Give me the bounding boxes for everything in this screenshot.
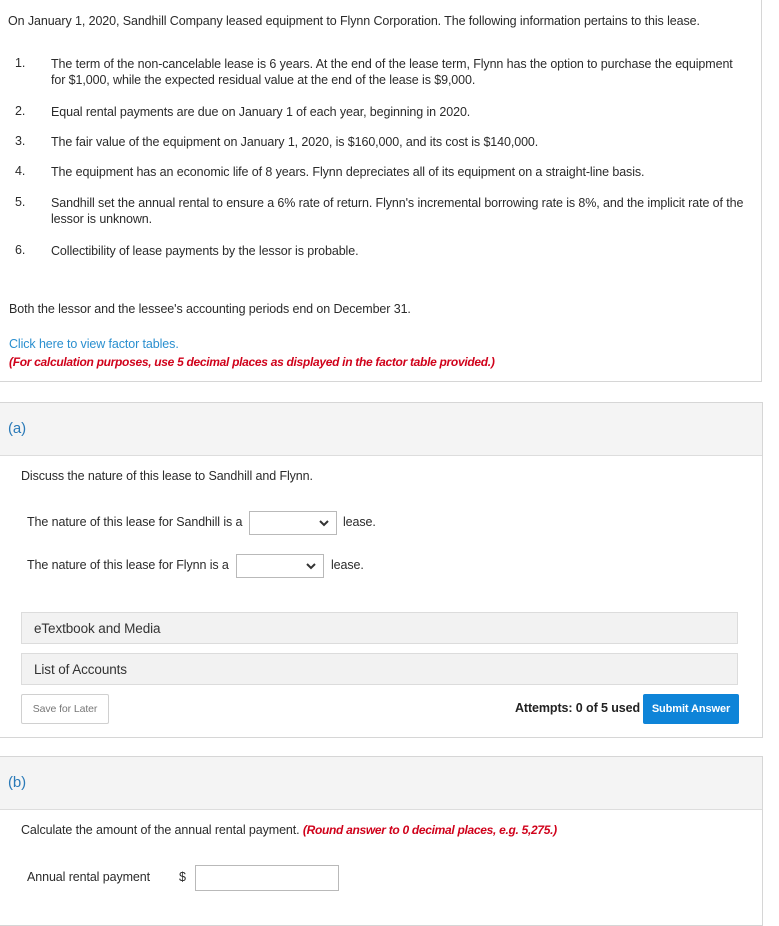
part-a-header xyxy=(0,403,762,456)
part-a-question: Discuss the nature of this lease to Sandhill and Flynn. xyxy=(21,469,313,483)
currency-symbol: $ xyxy=(179,870,186,884)
part-label: (a) xyxy=(8,420,27,437)
item-text: Collectibility of lease payments by the lessor is probable. xyxy=(51,244,359,258)
submit-answer-button[interactable]: Submit Answer xyxy=(643,694,739,724)
part-b-question-line xyxy=(21,823,557,837)
rounding-note: (Round answer to 0 decimal places, e.g. 5,275.) xyxy=(302,823,557,837)
sandhill-suffix: lease. xyxy=(343,515,376,529)
item-number: 5. xyxy=(15,195,26,209)
annual-rental-input[interactable] xyxy=(195,865,339,891)
chevron-down-icon xyxy=(318,517,330,529)
list-of-accounts-panel[interactable] xyxy=(21,653,738,685)
attempts-counter: Attempts: 0 of 5 used xyxy=(515,701,640,715)
save-for-later-button[interactable]: Save for Later xyxy=(21,694,109,724)
part-b-header xyxy=(0,757,762,810)
problem-intro: On January 1, 2020, Sandhill Company leased equipment to Flynn Corporation. The following information pertains to this lease. xyxy=(8,14,700,28)
item-text: Equal rental payments are due on January 1 of each year, beginning in 2020. xyxy=(51,105,471,119)
chevron-down-icon xyxy=(305,560,317,572)
sandhill-prefix: The nature of this lease for Sandhill is a xyxy=(27,515,243,529)
item-number: 3. xyxy=(15,134,26,148)
flynn-prefix: The nature of this lease for Flynn is a xyxy=(27,558,229,572)
annual-rental-label: Annual rental payment xyxy=(27,870,150,884)
item-number: 4. xyxy=(15,164,26,178)
item-number: 2. xyxy=(15,104,26,118)
factor-tables-link[interactable]: Click here to view factor tables. xyxy=(9,337,179,351)
etextbook-panel[interactable] xyxy=(21,612,738,644)
sandhill-lease-select[interactable] xyxy=(249,511,337,535)
item-text: The fair value of the equipment on January 1, 2020, is $160,000, and its cost is $140,000. xyxy=(51,135,539,149)
flynn-lease-select[interactable] xyxy=(236,554,324,578)
part-label: (b) xyxy=(8,774,27,791)
item-text: The equipment has an economic life of 8 years. Flynn depreciates all of its equipment on a straight-line basis. xyxy=(51,165,645,179)
flynn-suffix: lease. xyxy=(331,558,364,572)
list-of-accounts-label: List of Accounts xyxy=(34,662,127,677)
problem-statement xyxy=(0,0,762,382)
calculation-note: (For calculation purposes, use 5 decimal places as displayed in the factor table provided.) xyxy=(9,355,495,369)
item-text: The term of the non-cancelable lease is 6 years. At the end of the lease term, Flynn has the option to purchase the equipment for $1,000, while the expected residual value at the end of the lease is $9,000. xyxy=(51,57,733,87)
item-text: Sandhill set the annual rental to ensure a 6% rate of return. Flynn's incremental borrowing rate is 8%, and the implicit rate of the lessor is unknown. xyxy=(51,196,744,226)
item-number: 1. xyxy=(15,56,26,70)
part-b-section xyxy=(0,756,763,926)
part-b-question: Calculate the amount of the annual rental payment. xyxy=(21,823,300,837)
etextbook-label: eTextbook and Media xyxy=(34,621,161,636)
periods-text: Both the lessor and the lessee's accounting periods end on December 31. xyxy=(9,302,411,316)
item-number: 6. xyxy=(15,243,26,257)
